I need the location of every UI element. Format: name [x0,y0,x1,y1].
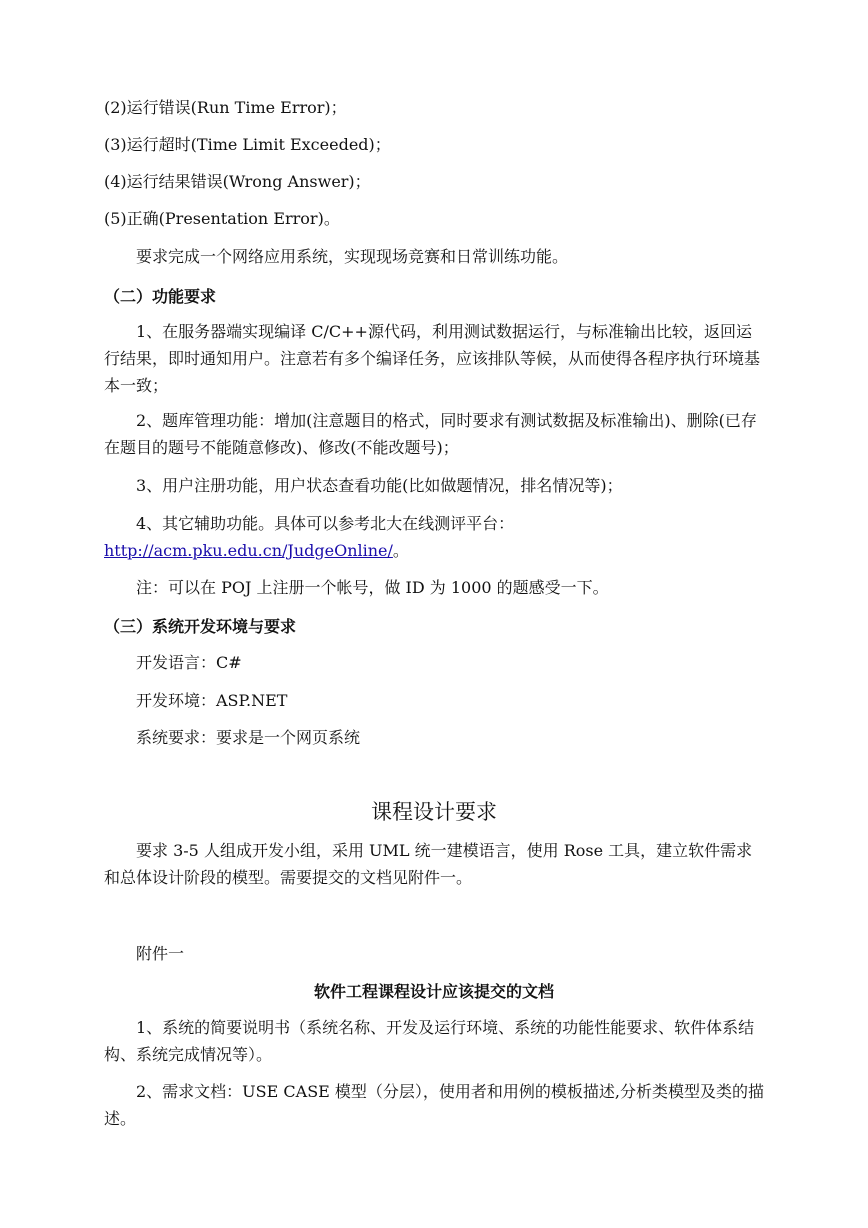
system-requirement: 系统要求：要求是一个网页系统 [136,728,361,747]
requirement-paragraph-3: 3、用户注册功能，用户状态查看功能(比如做题情况，排名情况等)； [136,476,623,495]
list-item-time-limit: (3)运行超时(Time Limit Exceeded)； [104,135,391,154]
dev-environment: 开发环境：ASP.NET [136,691,288,710]
appendix-document-1: 1、系统的简要说明书（系统名称、开发及运行环境、系统的功能性能要求、软件体系结构、系统完成情况等）。 [104,1018,755,1064]
appendix-title: 软件工程课程设计应该提交的文档 [313,982,554,1001]
link-suffix: 。 [392,541,409,560]
list-item-presentation-error: (5)正确(Presentation Error)。 [104,209,340,228]
section-heading-dev-environment: （三）系统开发环境与要求 [104,617,297,636]
requirement-paragraph-1: 1、在服务器端实现编译 C/C++源代码，利用测试数据运行，与标准输出比较，返回运行结果，即时通知用户。注意若有多个编译任务，应该排队等候，从而使得各程序执行环境基本一致； [104,322,761,395]
note-paragraph: 注：可以在 POJ 上注册一个帐号，做 ID 为 1000 的题感受一下。 [136,578,609,597]
section-heading-functional-requirements: （二）功能要求 [104,287,217,306]
course-design-title: 课程设计要求 [371,800,497,824]
requirement-paragraph-4-text: 4、其它辅助功能。具体可以参考北大在线测评平台： [136,514,515,533]
requirement-paragraph-4 [104,510,766,564]
requirement-paragraph-2: 2、题库管理功能：增加(注意题目的格式，同时要求有测试数据及标准输出)、删除(已存在题目的题号不能随意修改)、修改(不能改题号)； [104,411,757,457]
dev-language: 开发语言：C# [136,653,242,672]
course-design-paragraph: 要求 3-5 人组成开发小组，采用 UML 统一建模语言，使用 Rose 工具，建立软件需求和总体设计阶段的模型。需要提交的文档见附件一。 [104,841,753,887]
judge-online-link[interactable]: http://acm.pku.edu.cn/JudgeOnline/ [104,541,393,560]
intro-paragraph: 要求完成一个网络应用系统，实现现场竞赛和日常训练功能。 [136,247,569,266]
list-item-wrong-answer: (4)运行结果错误(Wrong Answer)； [104,172,371,191]
appendix-label: 附件一 [136,944,185,963]
appendix-document-2: 2、需求文档：USE CASE 模型（分层），使用者和用例的模板描述,分析类模型及类的描述。 [104,1082,765,1128]
list-item-run-time-error: (2)运行错误(Run Time Error)； [104,98,347,117]
